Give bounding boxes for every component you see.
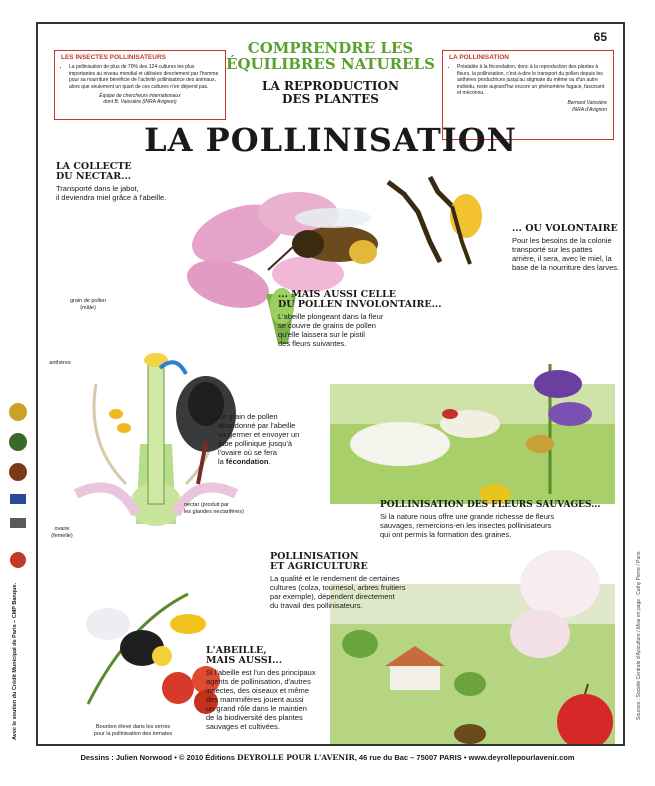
sauvages-heading: POLLINISATION DES FLEURS SAUVAGES... [380,500,601,510]
bee-legs-illustration [378,172,498,272]
volontaire-heading: ... OU VOLONTAIRE [512,223,618,234]
fecondation-term: fécondation [225,457,269,466]
info-box-text: • La pollinisation de plus de 70% des 124 cultures les plus importantes au niveau mondial et utilisées directement par l'homme pour sa nourriture bénéficie de l'activité pollinisatrice des animaux, alors que seulement un quart de ces cultures n'en dépend pas. [69,64,219,90]
series-title: COMPRENDRE LES ÉQUILIBRES NATURELS [226,39,435,73]
subtitle: LA REPRODUCTION DES PLANTES [262,79,399,106]
involontaire-heading: ... MAIS AUSSI CELLE DU POLLEN INVOLONTAIRE... [278,289,442,310]
side-credit: Avec le soutien du Crédit Municipal de Paris – CMP Banque. [12,582,18,740]
bourdon-caption: Bourdon élevé dans les serres pour la pollinisation des tomates [93,724,173,737]
info-box-text: • Préalable à la fécondation, donc à la reproduction des plantes à fleurs, la pollinisation, c'est-à-dire le transport du pollen depuis les anthères productrices jusqu'au stigmate du même ou d'un autre individu, reste aujourd'hui encore un phénomène fugace, fascinant et méconnu. [457,64,607,96]
page-title: LA POLLINISATION [144,121,517,159]
sauvages-text: Si la nature nous offre une grande richesse de fleurs sauvages, remercions-en les insectes pollinisateurs qui ont permis la formation des graines. [380,512,555,539]
involontaire-text: L'abeille plongeant dans la fleur se couvre de grains de pollen qu'elle laissera sur le pistil des fleurs suivantes. [278,312,384,348]
volontaire-text: Pour les besoins de la colonie transporté sur les pattes arrière, il sera, avec le miel, la base de la nourriture des larves. [512,236,620,272]
info-box-heading: LA POLLINISATION [449,54,509,61]
bumblebee-tomato-illustration [68,584,228,714]
nectar-label: nectar (produit par les glandes nectarifères) [184,502,244,515]
right-credit: Sources : Société Centrale d'Apiculture / Mise en page : Cathy Pierre / Paris [636,551,642,720]
info-box-source: Équipe de chercheurs internationaux dont B. Vaissière (INRA Avignon) [99,93,181,106]
agriculture-heading: POLLINISATION ET AGRICULTURE [270,551,368,572]
ovaire-label: ovaire (femelle) [51,526,73,539]
poster-frame [36,22,625,746]
footer-credits: Dessins : Julien Norwood • © 2010 Éditions DEYROLLE POUR L'AVENIR, 46 rue du Bac – 75007 PARIS • www.deyrollepourlavenir.com [80,753,575,762]
fecondation-text: Le grain de pollen abandonné par l'abeille va germer et envoyer un tube pollinique jusqu'à l'ovaire où se fera la fécondation. [218,412,300,466]
info-box-heading: LES INSECTES POLLINISATEURS [61,54,166,61]
pollen-grain-label: grain de pollen (mâle) [69,298,107,311]
collecte-heading: LA COLLECTE DU NECTAR... [56,161,132,182]
page-number: 65 [593,30,607,44]
info-box-source: Bernard Vaissière INRA d'Avignon [567,100,607,113]
antheres-label: anthères [49,360,71,366]
agriculture-text: La qualité et le rendement de certaines cultures (colza, tournesol, arbres fruitiers par exemple), dépendent directement du travail des pollinisateurs. [270,574,406,610]
abeille-text: Si l'abeille est l'un des principaux agents de pollinisation, d'autres insectes, des oiseaux et même des mammifères jouent aussi un grand rôle dans le maintien de la biodiversité des plantes sauvages et cultivées. [206,668,316,731]
orchard-illustration [330,524,615,746]
collecte-text: Transporté dans le jabot, il deviendra miel grâce à l'abeille. [56,184,167,202]
sponsor-logos [4,400,32,580]
abeille-heading: L'ABEILLE, MAIS AUSSI... [206,645,283,666]
wildflower-meadow-illustration [330,344,615,504]
footer-brand: DEYROLLE POUR L'AVENIR [236,753,355,762]
